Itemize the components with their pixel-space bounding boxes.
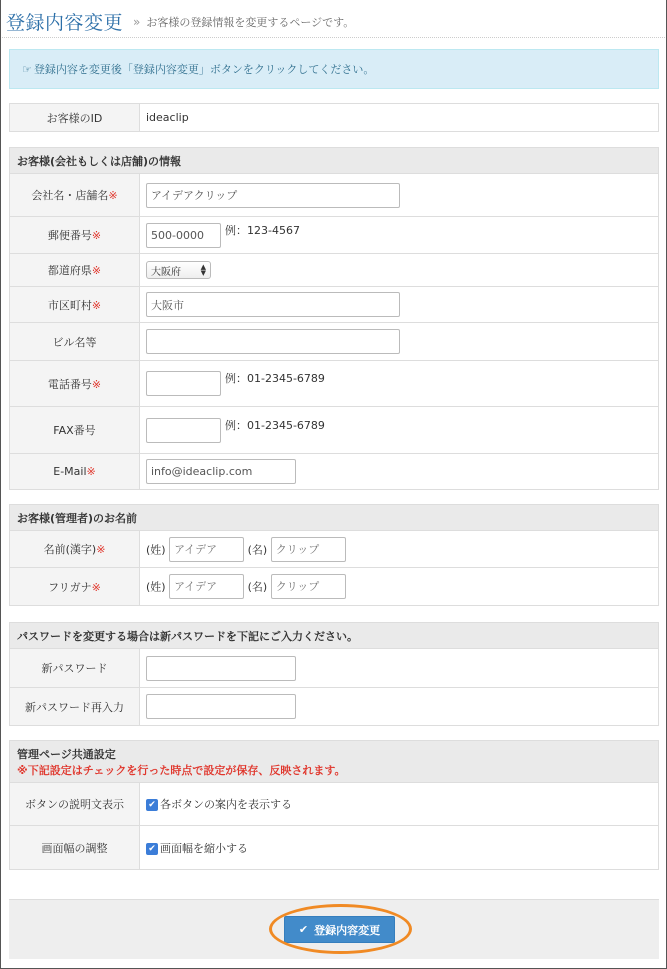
confirm-password-label: 新パスワード再入力 xyxy=(10,688,140,726)
admin-name-table xyxy=(9,504,659,606)
account-id-table xyxy=(9,103,659,132)
breadcrumb-chevron-icon: » xyxy=(133,14,141,29)
fax-example: 例：01-2345-6789 xyxy=(225,418,325,432)
screen-width-option-label: 画面幅を縮小する xyxy=(160,841,248,855)
company-section-title: お客様(会社もしくは店舗)の情報 xyxy=(10,148,659,174)
settings-section-header xyxy=(10,741,659,783)
form-footer xyxy=(9,899,659,959)
button-desc-checkbox[interactable]: ✔ xyxy=(146,799,158,811)
prefecture-label: 都道府県※ xyxy=(10,254,140,287)
settings-section-title: 管理ページ共通設定 xyxy=(17,747,116,761)
page-title: 登録内容変更 xyxy=(6,12,124,34)
zip-label: 郵便番号※ xyxy=(10,217,140,254)
required-mark: ※ xyxy=(96,543,106,556)
submit-button[interactable] xyxy=(284,916,395,943)
name-kanji-label: 名前(漢字)※ xyxy=(10,531,140,568)
zip-example: 例：123-4567 xyxy=(225,223,300,237)
prefecture-selected-value: 大阪府 xyxy=(151,266,181,278)
required-mark: ※ xyxy=(91,580,101,594)
password-table xyxy=(9,622,659,726)
password-section-title: パスワードを変更する場合は新パスワードを下記にご入力ください。 xyxy=(10,623,659,649)
confirm-password-input[interactable] xyxy=(146,694,296,719)
required-mark: ※ xyxy=(91,229,102,242)
submit-button-label: 登録内容変更 xyxy=(314,923,381,937)
new-password-label: 新パスワード xyxy=(10,649,140,688)
checkmark-icon: ✔ xyxy=(298,923,309,936)
button-desc-option[interactable] xyxy=(140,783,659,826)
email-label: E-Mail※ xyxy=(10,454,140,490)
required-mark: ※ xyxy=(86,465,96,478)
customer-id-label: お客様のID xyxy=(10,104,140,132)
admin-section-title: お客様(管理者)のお名前 xyxy=(10,505,659,531)
prefecture-select[interactable] xyxy=(146,261,211,279)
new-password-input[interactable] xyxy=(146,656,296,681)
tel-input[interactable] xyxy=(146,371,221,396)
mei-prefix: (名) xyxy=(247,580,268,594)
kana-sei-input[interactable] xyxy=(169,574,244,599)
mei-prefix: (名) xyxy=(247,543,268,556)
button-desc-option-label: 各ボタンの案内を表示する xyxy=(160,798,292,811)
notice-text: 登録内容を変更後「登録内容変更」ボタンをクリックしてください。 xyxy=(33,63,375,76)
company-info-table xyxy=(9,147,659,490)
required-mark: ※ xyxy=(91,298,102,312)
customer-id-value: ideaclip xyxy=(140,104,659,132)
required-mark: ※ xyxy=(91,264,102,277)
tel-example: 例：01-2345-6789 xyxy=(225,372,325,385)
company-name-label: 会社名・店舗名※ xyxy=(10,174,140,217)
kana-mei-input[interactable] xyxy=(271,574,346,599)
fax-input[interactable] xyxy=(146,418,221,443)
pointing-hand-icon: ☞ xyxy=(22,62,32,76)
building-label: ビル名等 xyxy=(10,323,140,361)
sei-prefix: (姓) xyxy=(146,543,166,556)
page-subtitle: お客様の登録情報を変更するページです。 xyxy=(146,15,355,29)
company-name-input[interactable] xyxy=(146,183,400,208)
fax-label: FAX番号 xyxy=(10,407,140,454)
settings-table xyxy=(9,740,659,870)
kanji-sei-input[interactable] xyxy=(169,537,244,562)
tel-label: 電話番号※ xyxy=(10,361,140,407)
email-input[interactable] xyxy=(146,459,296,484)
city-input[interactable] xyxy=(146,292,400,317)
required-mark: ※ xyxy=(108,189,118,202)
button-desc-label: ボタンの説明文表示 xyxy=(10,783,140,826)
building-input[interactable] xyxy=(146,329,400,354)
settings-section-note: ※下記設定はチェックを行った時点で設定が保存、反映されます。 xyxy=(17,763,346,777)
select-arrows-icon: ▲ ▼ xyxy=(200,263,206,277)
required-mark: ※ xyxy=(91,377,102,391)
screen-width-checkbox[interactable]: ✔ xyxy=(146,843,158,855)
sei-prefix: (姓) xyxy=(146,580,166,594)
city-label: 市区町村※ xyxy=(10,287,140,323)
screen-width-option[interactable] xyxy=(140,826,659,870)
name-kana-label: フリガナ※ xyxy=(10,568,140,606)
screen-width-label: 画面幅の調整 xyxy=(10,826,140,870)
zip-input[interactable] xyxy=(146,223,221,248)
instruction-notice xyxy=(9,49,659,89)
kanji-mei-input[interactable] xyxy=(271,537,346,562)
